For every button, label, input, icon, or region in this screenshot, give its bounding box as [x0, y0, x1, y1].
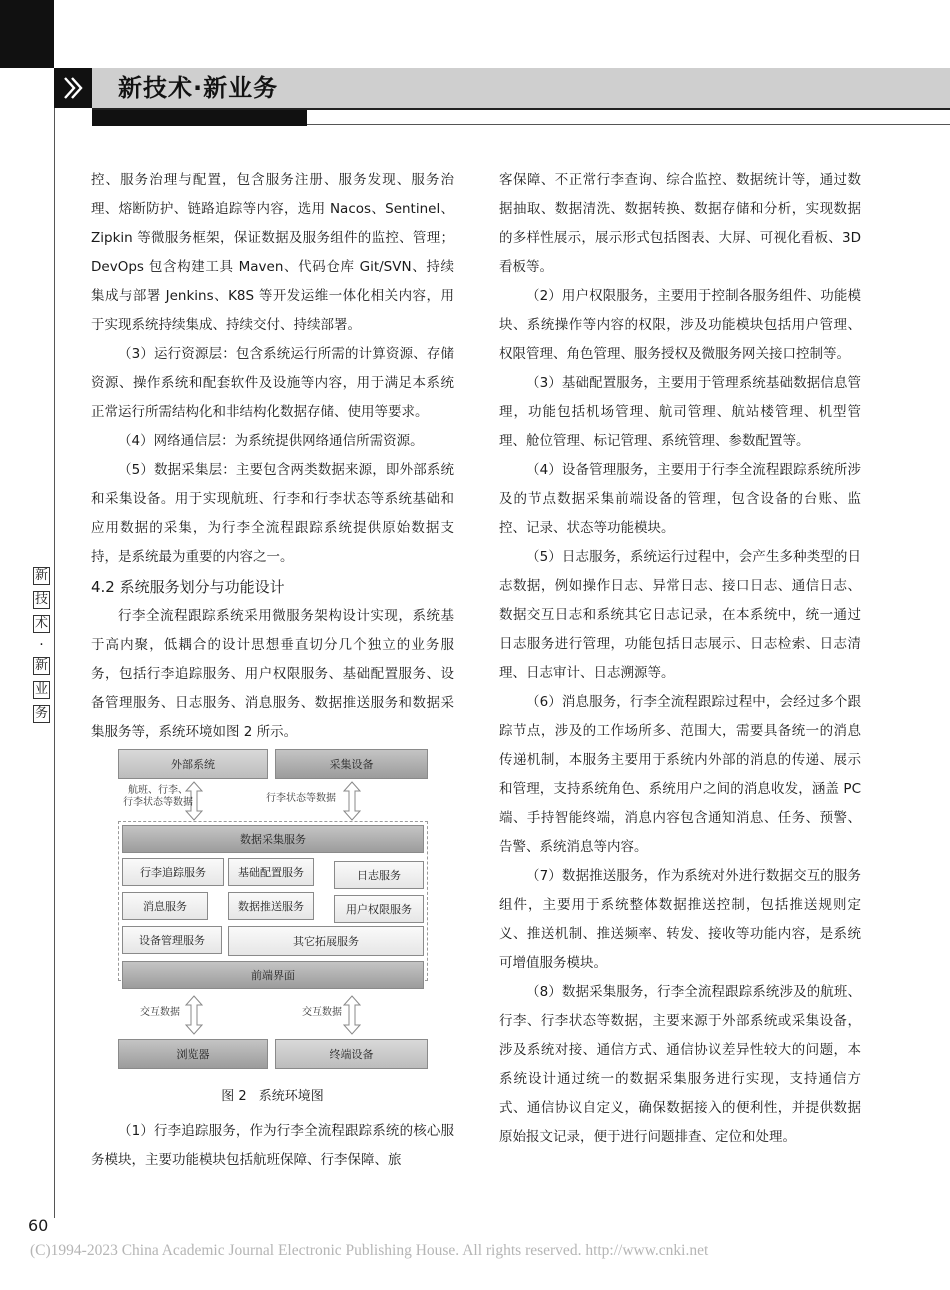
data-push-service-box: 数据推送服务: [228, 892, 314, 920]
copyright-footer: (C)1994-2023 China Academic Journal Electronic Publishing House. All rights reserved. http://www.cnki.net: [30, 1242, 709, 1259]
bottom-left-flow-label: 交互数据: [140, 1007, 180, 1018]
paragraph: 控、服务治理与配置，包含服务注册、服务发现、服务治理、熔断防护、链路追踪等内容，选用 Nacos、Sentinel、Zipkin 等微服务框架，保证数据及服务组件的监控、管理；DevOps 包含构建工具 Maven、代码仓库 Git/SVN、持续集成与部署 Jenkins、K8S 等开发运维一体化相关内容，用于实现系统持续集成、持续交付、持续部署。: [91, 172, 454, 333]
figure-caption-number: 图 2: [221, 1089, 247, 1104]
basic-config-service-box: 基础配置服务: [228, 858, 314, 886]
top-left-flow-label: 航班、行李、 行李状态等数据: [123, 785, 193, 808]
frontend-interface-box: 前端界面: [122, 961, 424, 989]
data-collection-service-box: 数据采集服务: [122, 825, 424, 853]
figure-caption-text: 系统环境图: [258, 1089, 324, 1104]
side-label-dot: ·: [34, 639, 49, 651]
paragraph: 行李全流程跟踪系统采用微服务架构设计实现，系统基于高内聚，低耦合的设计思想垂直切分几个独立的业务服务，包括行李追踪服务、用户权限服务、基础配置服务、设备管理服务、日志服务、消息服务、数据推送服务和数据采集服务等，系统环境如图 2 所示。: [91, 608, 454, 740]
side-label-char: 新: [34, 568, 48, 583]
figure-caption: [91, 1085, 454, 1109]
other-extension-service-box: 其它拓展服务: [228, 926, 424, 956]
side-label-char: 业: [34, 682, 48, 697]
device-management-service-box: 设备管理服务: [122, 926, 222, 954]
message-service-box: 消息服务: [122, 892, 208, 920]
paragraph: （4）网络通信层：为系统提供网络通信所需资源。: [118, 433, 424, 449]
paragraph: （2）用户权限服务，主要用于控制各服务组件、功能模块、系统操作等内容的权限，涉及功能模块包括用户管理、权限管理、角色管理、服务授权及微服务网关接口控制等。: [499, 288, 861, 362]
corner-block: [0, 0, 54, 68]
header-rule-thin: [307, 124, 950, 125]
left-column: [91, 166, 454, 1175]
side-section-label: [33, 567, 50, 729]
bottom-right-flow-label: 交互数据: [302, 1007, 342, 1018]
right-column: [499, 166, 861, 1152]
paragraph: （3）运行资源层：包含系统运行所需的计算资源、存储资源、操作系统和配套软件及设施等内容，用于满足本系统正常运行所需结构化和非结构化数据存储、使用等要求。: [91, 346, 454, 420]
paragraph: （5）数据采集层：主要包含两类数据来源，即外部系统和采集设备。用于实现航班、行李和行李状态等系统基础和应用数据的采集，为行李全流程跟踪系统提供原始数据支持，是系统最为重要的内容之一。: [91, 462, 454, 565]
paragraph: （5）日志服务，系统运行过程中，会产生多种类型的日志数据，例如操作日志、异常日志、接口日志、通信日志、数据交互日志和系统其它日志记录，在本系统中，统一通过日志服务进行管理，功能包括日志展示、日志检索、日志清理、日志审计、日志溯源等。: [499, 549, 861, 681]
double-arrow-icon: [342, 781, 362, 821]
paragraph: （7）数据推送服务，作为系统对外进行数据交互的服务组件，主要用于系统整体数据推送控制，包括推送规则定义、推送机制、推送频率、转发、接收等功能内容，是系统可增值服务模块。: [499, 868, 861, 971]
top-right-flow-label: 行李状态等数据: [266, 793, 336, 804]
browser-box: 浏览器: [118, 1039, 268, 1069]
double-chevron-right-icon: [54, 68, 92, 108]
section-heading: 4.2 系统服务划分与功能设计: [91, 578, 285, 596]
side-label-char: 新: [34, 658, 48, 673]
double-arrow-icon: [342, 995, 362, 1035]
paragraph: （6）消息服务，行李全流程跟踪过程中，会经过多个跟踪节点，涉及的工作场所多、范围大，需要具备统一的消息传递机制，本服务主要用于系统内外部的消息的传递、展示和管理，支持系统角色、系统用户之间的消息收发，涵盖 PC 端、手持智能终端，消息内容包含通知消息、任务、预警、告警、系统消息等内容。: [499, 694, 861, 855]
side-label-char: 务: [34, 706, 48, 721]
side-rule: [54, 108, 55, 1218]
side-label-char: 术: [34, 616, 48, 631]
system-environment-figure: [118, 749, 428, 1079]
paragraph: （1）行李追踪服务，作为行李全流程跟踪系统的核心服务模块，主要功能模块包括航班保障、行李保障、旅: [91, 1123, 454, 1168]
paragraph: （3）基础配置服务，主要用于管理系统基础数据信息管理，功能包括机场管理、航司管理、航站楼管理、机型管理、舱位管理、标记管理、系统管理、参数配置等。: [499, 375, 861, 449]
user-permission-service-box: 用户权限服务: [334, 895, 424, 923]
paragraph: 客保障、不正常行李查询、综合监控、数据统计等，通过数据抽取、数据清洗、数据转换、数据存储和分析，实现数据的多样性展示，展示形式包括图表、大屏、可视化看板、3D 看板等。: [499, 172, 861, 275]
page-number: 60: [28, 1216, 49, 1235]
collection-device-box: 采集设备: [275, 749, 428, 779]
paragraph: （8）数据采集服务，行李全流程跟踪系统涉及的航班、行李、行李状态等数据，主要来源于外部系统或采集设备，涉及系统对接、通信方式、通信协议差异性较大的问题，本系统设计通过统一的数据采集服务进行实现，支持通信方式、通信协议自定义，确保数据接入的便利性，并提供数据原始报文记录，便于进行问题排查、定位和处理。: [499, 984, 861, 1145]
external-system-box: 外部系统: [118, 749, 268, 779]
section-title: 新技术·新业务: [118, 74, 279, 102]
side-label-char: 技: [34, 592, 48, 607]
terminal-device-box: 终端设备: [275, 1039, 428, 1069]
log-service-box: 日志服务: [334, 861, 424, 889]
paragraph: （4）设备管理服务，主要用于行李全流程跟踪系统所涉及的节点数据采集前端设备的管理，包含设备的台账、监控、记录、状态等功能模块。: [499, 462, 861, 536]
header-rule-block: [92, 110, 307, 126]
double-arrow-icon: [184, 995, 204, 1035]
baggage-tracking-service-box: 行李追踪服务: [122, 858, 224, 886]
